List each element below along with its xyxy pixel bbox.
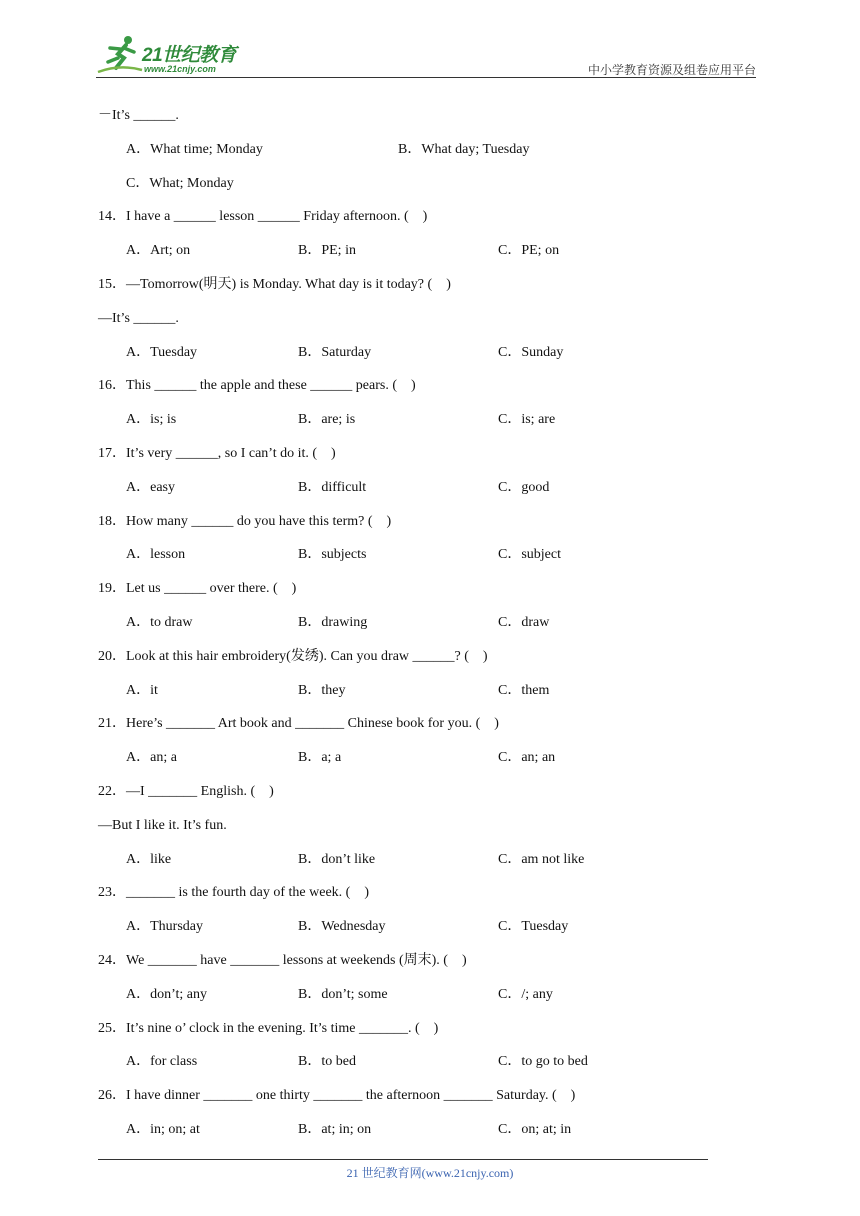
logo	[96, 34, 266, 74]
option-choice: B．difficult	[298, 479, 367, 495]
options-row	[98, 172, 758, 206]
option-choice: A．is; is	[126, 412, 177, 428]
options-row	[98, 239, 758, 273]
option-choice: C．PE; on	[498, 243, 560, 259]
question-line: 16．This ______ the apple and these ______ pears. ( )	[98, 378, 416, 394]
footer-text: 21 世纪教育网(www.21cnjy.com)	[346, 1166, 514, 1180]
option-choice: C．an; an	[498, 750, 556, 766]
question-line: 17．It’s very ______, so I can’t do it. ( )	[98, 445, 336, 461]
options-row	[98, 848, 758, 882]
option-choice: B．PE; in	[298, 243, 356, 259]
option-choice: B．they	[298, 682, 346, 698]
runner-logo-icon	[96, 34, 144, 74]
options-row	[98, 746, 758, 780]
option-choice: C．draw	[498, 614, 550, 630]
question-line: 25．It’s nine o’ clock in the evening. It’s time _______. ( )	[98, 1020, 439, 1036]
options-row	[98, 138, 758, 172]
question-line: 26．I have dinner _______ one thirty _______ the afternoon _______ Saturday. ( )	[98, 1088, 576, 1104]
option-choice: C．them	[498, 682, 550, 698]
option-choice: C．Sunday	[498, 344, 564, 360]
option-choice: A．to draw	[126, 614, 193, 630]
question-line: —It’s ______.	[98, 310, 179, 326]
option-choice: A．for class	[126, 1054, 198, 1070]
options-row	[98, 476, 758, 510]
option-choice: B．subjects	[298, 547, 367, 563]
option-choice: B．Saturday	[298, 344, 372, 360]
logo-url: www.21cnjy.com	[144, 64, 216, 74]
question-line: 20．Look at this hair embroidery(发绣). Can you draw ______? ( )	[98, 648, 488, 664]
question-line: 15．—Tomorrow(明天) is Monday. What day is it today? ( )	[98, 276, 451, 292]
options-row	[98, 1118, 758, 1152]
option-choice: B．don’t; some	[298, 986, 388, 1002]
options-row	[98, 915, 758, 949]
option-choice: C．/; any	[498, 986, 553, 1002]
option-choice: B．Wednesday	[298, 919, 386, 935]
option-choice: A．What time; Monday	[126, 141, 263, 157]
question-line: 19．Let us ______ over there. ( )	[98, 581, 297, 597]
option-choice: C．Tuesday	[498, 919, 569, 935]
option-choice: C．on; at; in	[498, 1121, 572, 1137]
option-choice: C．good	[498, 479, 550, 495]
question-line: 22．—I _______ English. ( )	[98, 783, 274, 799]
header-divider	[96, 77, 756, 78]
option-choice: A．an; a	[126, 750, 177, 766]
option-choice: B．are; is	[298, 412, 356, 428]
question-line: 23．_______ is the fourth day of the week. ( )	[98, 885, 369, 901]
option-choice: A．Tuesday	[126, 344, 198, 360]
footer-divider	[98, 1159, 708, 1160]
option-choice: A．in; on; at	[126, 1121, 200, 1137]
option-choice: A．easy	[126, 479, 175, 495]
option-choice: C．to go to bed	[498, 1054, 588, 1070]
options-row	[98, 408, 758, 442]
question-line: 21．Here’s _______ Art book and _______ Chinese book for you. ( )	[98, 716, 499, 732]
question-line: 14．I have a ______ lesson ______ Friday afternoon. ( )	[98, 209, 428, 225]
options-row	[98, 611, 758, 645]
option-choice: A．Art; on	[126, 243, 191, 259]
option-choice: B．drawing	[298, 614, 368, 630]
option-choice: A．like	[126, 851, 172, 867]
option-choice: C．What; Monday	[126, 175, 234, 191]
option-choice: A．Thursday	[126, 919, 203, 935]
question-list	[98, 104, 758, 1152]
option-choice: C．is; are	[498, 412, 556, 428]
option-choice: B．at; in; on	[298, 1121, 372, 1137]
options-row	[98, 1050, 758, 1084]
option-choice: B．don’t like	[298, 851, 376, 867]
option-choice: B．a; a	[298, 750, 342, 766]
question-line: －It’s ______.	[98, 108, 179, 123]
logo-text: 21世纪教育	[142, 45, 237, 66]
question-line: 24．We _______ have _______ lessons at weekends (周末). ( )	[98, 952, 467, 968]
page-header	[96, 32, 756, 78]
option-choice: B．to bed	[298, 1054, 356, 1070]
question-line: 18．How many ______ do you have this term? ( )	[98, 513, 392, 529]
option-choice: A．lesson	[126, 547, 186, 563]
options-row	[98, 679, 758, 713]
option-choice: B．What day; Tuesday	[398, 141, 530, 157]
question-line: —But I like it. It’s fun.	[98, 817, 227, 833]
option-choice: C．am not like	[498, 851, 585, 867]
option-choice: A．it	[126, 682, 158, 698]
header-platform-text: 中小学教育资源及组卷应用平台	[587, 63, 756, 77]
options-row	[98, 543, 758, 577]
option-choice: C．subject	[498, 547, 561, 563]
options-row	[98, 341, 758, 375]
options-row	[98, 983, 758, 1017]
option-choice: A．don’t; any	[126, 986, 208, 1002]
